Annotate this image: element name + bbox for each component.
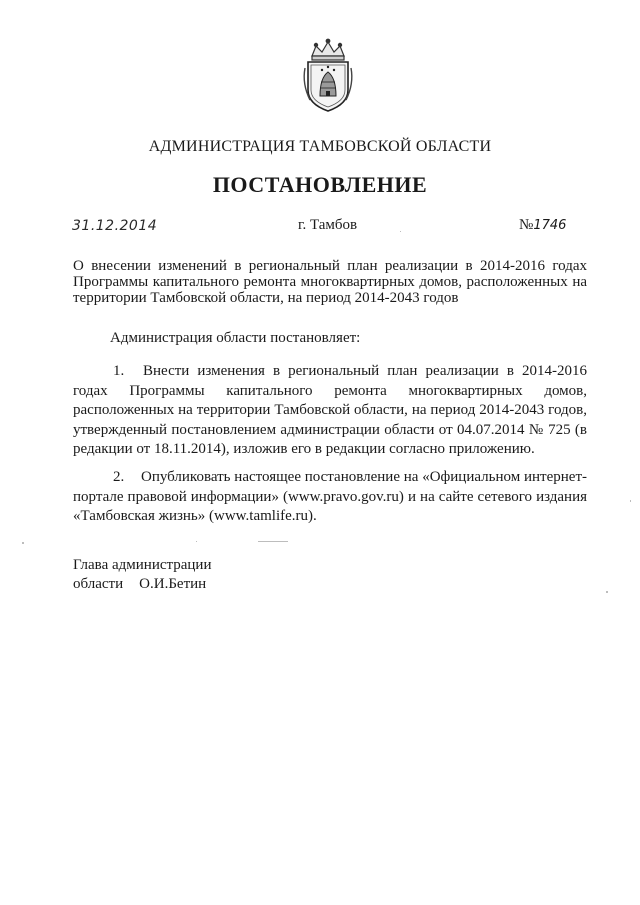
item-number: 1. bbox=[113, 363, 125, 379]
scan-speck bbox=[22, 542, 24, 544]
item-text: Опубликовать настоящее постановление на «Официальном интернет-портале правовой информации» (www.pravo.gov.ru) и на сайте сетевого издания «Тамбовская жизнь» (www.tamlife.ru). bbox=[73, 469, 587, 524]
document-number bbox=[519, 217, 566, 234]
scan-speck bbox=[400, 231, 401, 232]
number-prefix: № bbox=[519, 217, 534, 233]
signatory-name: О.И.Бетин bbox=[139, 576, 207, 592]
intro-statement: Администрация области постановляет: bbox=[110, 330, 361, 346]
scan-speck bbox=[196, 541, 197, 542]
handwritten-number: 1746 bbox=[533, 218, 567, 233]
handwritten-date: 31.12.2014 bbox=[72, 218, 158, 234]
signatory-title-line2: области bbox=[73, 576, 124, 592]
resolution-item bbox=[73, 468, 587, 527]
signatory-title-line1: Глава администрации bbox=[73, 557, 212, 573]
resolution-item bbox=[73, 362, 587, 460]
coat-of-arms-icon bbox=[300, 38, 356, 114]
city-label: г. Тамбов bbox=[298, 217, 358, 233]
scan-speck bbox=[630, 500, 631, 502]
scan-speck bbox=[606, 591, 608, 593]
item-text: Внести изменения в региональный план реализации в 2014-2016 годах Программы капитального ремонта многоквартирных домов, расположенных на территории Тамбовской области, на период 2014-2043 годов, утвержденный постановлением администрации области от 04.07.2014 № 725 (в редакции от 18.11.2014), изложив его в редакции согласно приложению. bbox=[73, 363, 587, 457]
document-subject: О внесении изменений в региональный план реализации в 2014-2016 годах Программы капитального ремонта многоквартирных домов, расположенных на территории Тамбовской области, на период 2014-2043 годов bbox=[73, 258, 587, 306]
scan-speck bbox=[258, 541, 288, 542]
organization-name: АДМИНИСТРАЦИЯ ТАМБОВСКОЙ ОБЛАСТИ bbox=[148, 138, 492, 155]
document-type-title: ПОСТАНОВЛЕНИЕ bbox=[212, 172, 428, 197]
signature-block bbox=[73, 556, 211, 594]
item-number: 2. bbox=[113, 469, 125, 485]
